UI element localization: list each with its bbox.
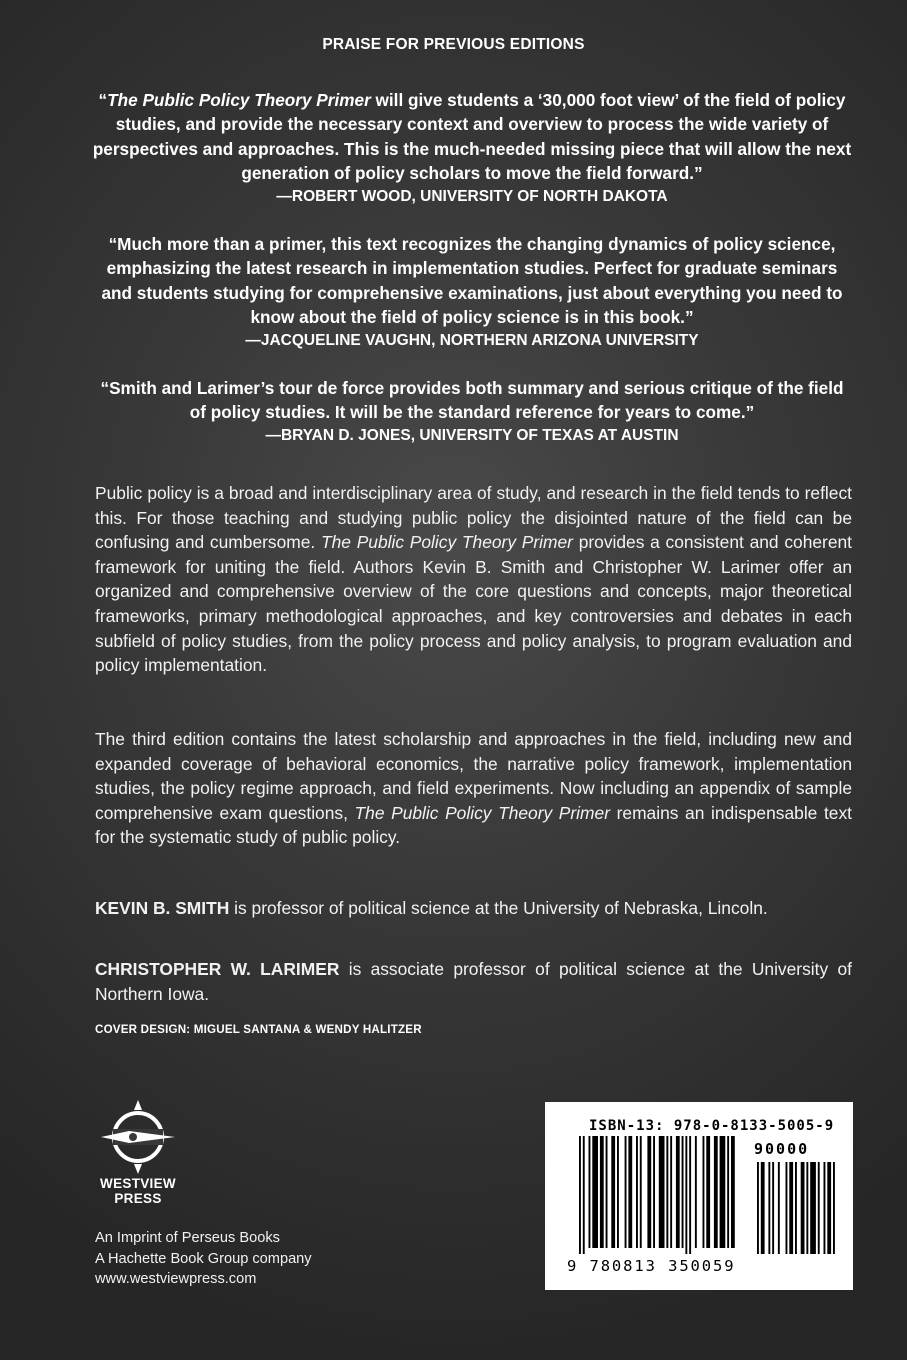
author-name: CHRISTOPHER W. LARIMER (95, 959, 340, 979)
barcode-bar (827, 1162, 831, 1254)
logo-line: PRESS (114, 1191, 162, 1206)
description-paragraph (95, 727, 852, 850)
barcode-bar (795, 1162, 797, 1254)
publisher-logo (92, 1098, 184, 1210)
barcode-bar (801, 1162, 805, 1254)
barcode-bar (789, 1162, 793, 1254)
description-text: Public policy is a broad and interdisciplinary area of study, and research in the field tends to reflect this. For those teaching and studying public policy the disjointed nature of the field can be confusing and cumbersome. (95, 483, 852, 553)
barcode-bar (628, 1136, 632, 1248)
imprint-line: An Imprint of Perseus Books (95, 1230, 280, 1246)
quote-attribution: —ROBERT WOOD, UNIVERSITY OF NORTH DAKOTA (276, 187, 668, 205)
praise-quote (92, 376, 852, 447)
compass-icon (99, 1098, 177, 1176)
quote-text: “Much more than a primer, this text recognizes the changing dynamics of policy science, emphasizing the latest research in implementation studies. Perfect for graduate seminars and students studying for comprehensive examinations, just about everything you need to know about the field of policy science is in this book.” (101, 234, 843, 328)
cover-design-credit: COVER DESIGN: MIGUEL SANTANA & WENDY HALITZER (95, 1023, 422, 1036)
isbn-label: ISBN-13: 978-0-8133-5005-9 (589, 1118, 835, 1134)
ean-digits: 9 780813 350059 (567, 1257, 736, 1275)
praise-quote (92, 88, 852, 208)
barcode-bar (640, 1136, 642, 1248)
publisher-imprint (95, 1228, 312, 1290)
imprint-line: A Hachette Book Group company (95, 1250, 312, 1267)
praise-heading: PRAISE FOR PREVIOUS EDITIONS (322, 36, 585, 53)
author-bio (95, 896, 852, 921)
barcode-bar (778, 1162, 780, 1254)
praise-quote (92, 232, 852, 352)
barcode-bar (772, 1162, 774, 1254)
barcode-bar (676, 1136, 680, 1248)
description-book-title: The Public Policy Theory Primer (354, 802, 610, 823)
barcode-bar (617, 1136, 619, 1248)
barcode-bar (761, 1162, 765, 1254)
barcode-box (545, 1102, 853, 1290)
description-paragraph (95, 481, 852, 678)
author-bio (95, 957, 852, 1006)
barcode-bar (625, 1136, 627, 1248)
barcode-bar (768, 1162, 770, 1254)
barcode-bar (806, 1162, 808, 1254)
barcode-bar (731, 1136, 735, 1248)
price-code: 90000 (754, 1140, 810, 1158)
barcode-bar (592, 1136, 598, 1248)
description-book-title: The Public Policy Theory Primer (321, 532, 573, 553)
description-text: provides a consistent and coherent framework for uniting the field. Authors Kevin B. Smith and Christopher W. Larimer offer an organized and comprehensive overview of the core questions and concepts, major theoretical frameworks, primary methodological approaches, and key controversies and debates in each subfield of policy studies, from the policy process and policy analysis, to program evaluation and policy implementation. (95, 532, 852, 676)
quote-text: will give students a ‘30,000 foot view’ of the field of policy studies, and provide the necessary context and overview to process the wide variety of perspectives and approaches. This is the much-needed missing piece that will allow the next generation of policy scholars to move the field forward.” (92, 90, 852, 184)
barcode-bar (818, 1162, 820, 1254)
barcode-bar (720, 1136, 726, 1248)
barcode-bar (611, 1136, 615, 1248)
barcode-bar (810, 1162, 816, 1254)
barcode-bar (714, 1136, 718, 1248)
barcode-bar (647, 1136, 651, 1248)
barcode-bar (706, 1136, 710, 1248)
logo-line: WESTVIEW (100, 1176, 176, 1191)
barcode-bar (670, 1136, 672, 1248)
barcode-bar (727, 1136, 729, 1248)
quote-text: “Smith and Larimer’s tour de force provides both summary and serious critique of the field of policy studies. It will be the standard reference for years to come.” (100, 378, 844, 423)
quote-book-title: The Public Policy Theory Primer (107, 90, 371, 110)
barcode-bar (653, 1136, 655, 1248)
barcode-bar (703, 1136, 705, 1248)
publisher-logo-text (92, 1176, 184, 1206)
quote-attribution: —JACQUELINE VAUGHN, NORTHERN ARIZONA UNIVERSITY (245, 331, 699, 349)
description-text: remains an indispensable text for the systematic study of public policy. (95, 802, 852, 848)
barcode-bar (636, 1136, 638, 1248)
barcode-bar (589, 1136, 591, 1248)
publisher-url: www.westviewpress.com (95, 1271, 257, 1287)
author-name: KEVIN B. SMITH (95, 898, 230, 918)
barcode-bar (579, 1136, 581, 1254)
barcode-bar (786, 1162, 788, 1254)
description-text: The third edition contains the latest scholarship and approaches in the field, including new and expanded coverage of behavioral economics, the narrative policy framework, implementation studies, the policy regime approach, and field experiments. Now including an appendix of sample comprehensive exam questions, (95, 729, 852, 823)
barcode-bar (824, 1162, 826, 1254)
author-bio-text: is professor of political science at the University of Nebraska, Lincoln. (229, 898, 768, 918)
barcode-bar (666, 1136, 668, 1248)
author-bio-text: is associate professor of political science at the University of Northern Iowa. (95, 959, 852, 1004)
barcode-bar (757, 1162, 759, 1254)
barcode-bar (659, 1136, 665, 1248)
barcode-bar (695, 1136, 697, 1248)
barcode-bar (685, 1136, 687, 1254)
barcode-bar (833, 1162, 835, 1254)
barcode-bar (583, 1136, 585, 1254)
quote-open-mark: “ (98, 90, 108, 110)
barcode-bar (606, 1136, 608, 1248)
barcode-bar (689, 1136, 691, 1254)
barcode-bar (682, 1136, 684, 1248)
barcode-bar (600, 1136, 604, 1248)
quote-attribution: —BRYAN D. JONES, UNIVERSITY OF TEXAS AT AUSTIN (265, 426, 679, 444)
